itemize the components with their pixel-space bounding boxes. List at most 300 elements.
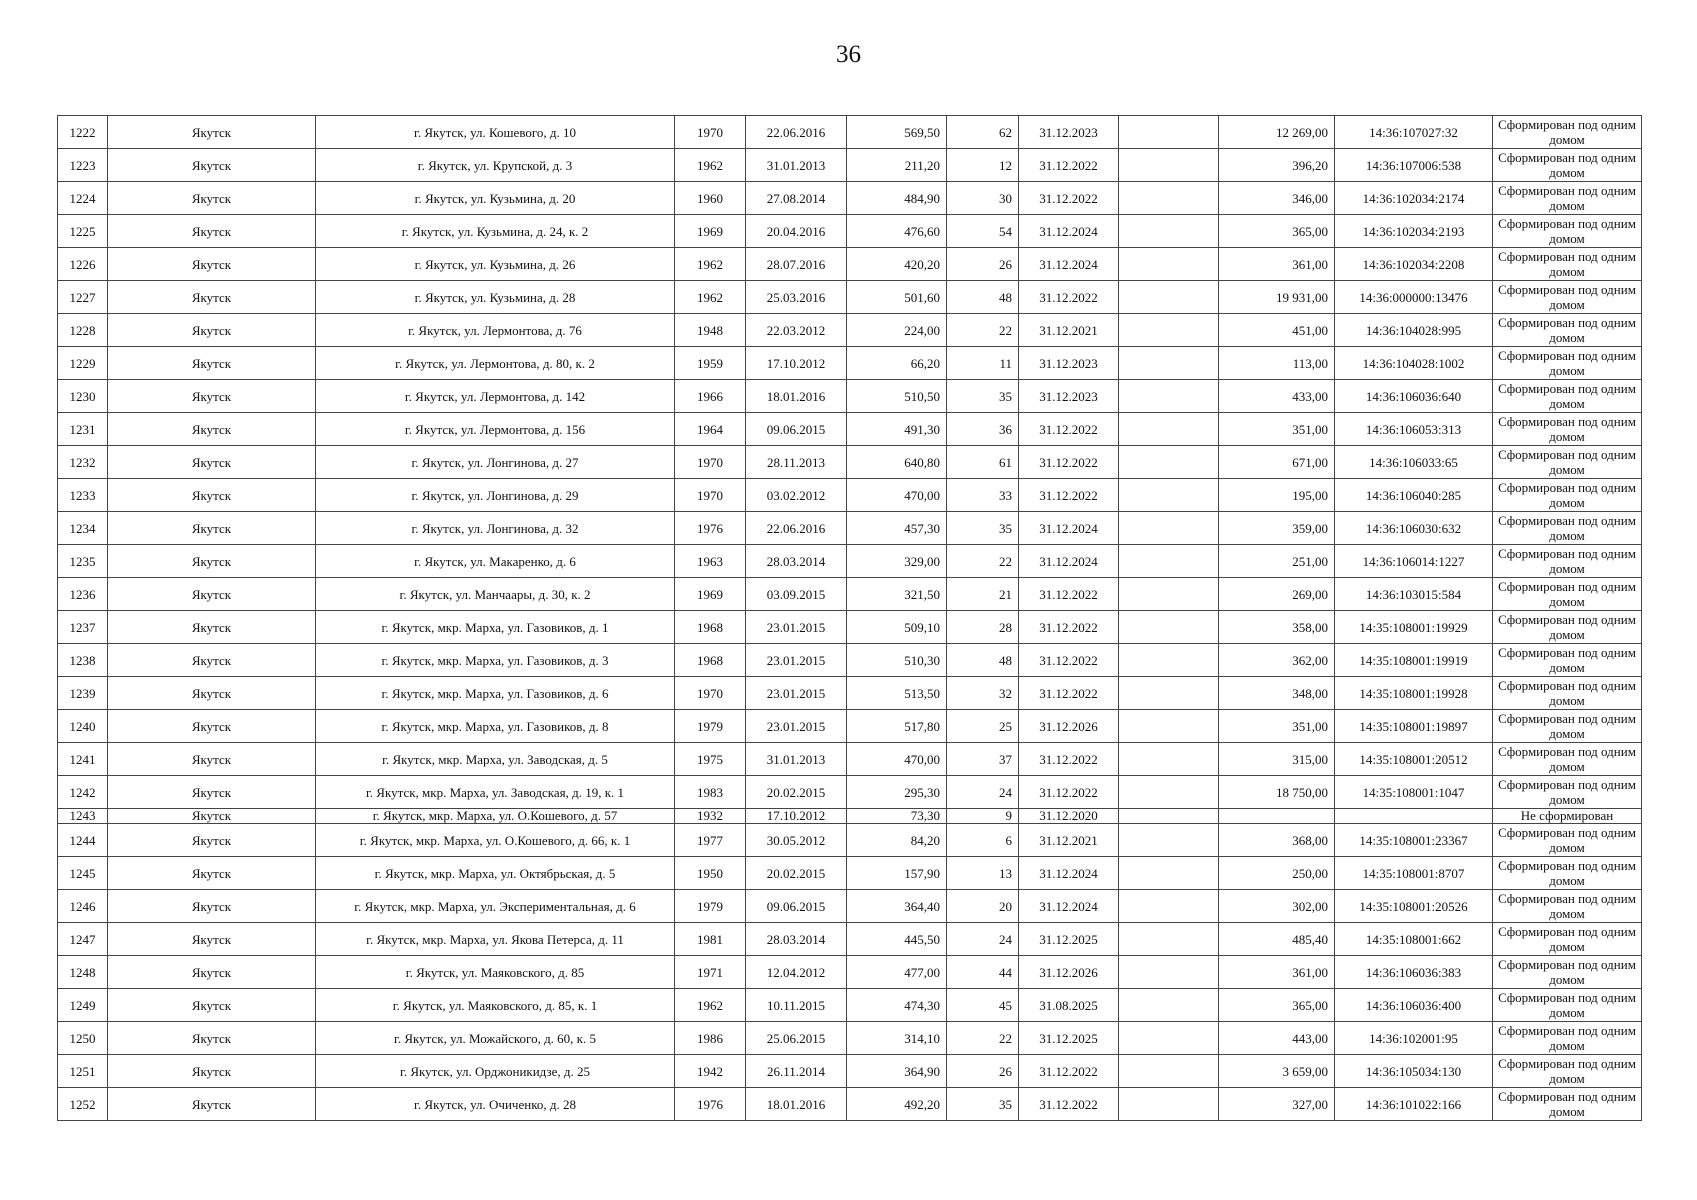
- deadline-cell: 31.12.2024: [1019, 857, 1119, 890]
- row-number-cell: 1241: [58, 743, 108, 776]
- city-cell: Якутск: [108, 281, 316, 314]
- land-area-cell: 18 750,00: [1219, 776, 1335, 809]
- area-cell: 510,50: [847, 380, 947, 413]
- survey-date-cell: 31.01.2013: [746, 743, 847, 776]
- empty-cell: [1119, 956, 1219, 989]
- survey-date-cell: 23.01.2015: [746, 710, 847, 743]
- land-status-cell: Сформирован под одним домом: [1493, 923, 1642, 956]
- city-cell: Якутск: [108, 545, 316, 578]
- survey-date-cell: 20.02.2015: [746, 776, 847, 809]
- residents-count-cell: 6: [947, 824, 1019, 857]
- city-cell: Якутск: [108, 644, 316, 677]
- empty-cell: [1119, 281, 1219, 314]
- build-year-cell: 1971: [675, 956, 746, 989]
- area-cell: 484,90: [847, 182, 947, 215]
- land-area-cell: 433,00: [1219, 380, 1335, 413]
- residents-count-cell: 33: [947, 479, 1019, 512]
- cadastral-number-cell: 14:36:000000:13476: [1335, 281, 1493, 314]
- cadastral-number-cell: 14:36:102001:95: [1335, 1022, 1493, 1055]
- city-cell: Якутск: [108, 413, 316, 446]
- empty-cell: [1119, 809, 1219, 824]
- cadastral-number-cell: 14:36:106030:632: [1335, 512, 1493, 545]
- area-cell: 364,90: [847, 1055, 947, 1088]
- city-cell: Якутск: [108, 743, 316, 776]
- build-year-cell: 1964: [675, 413, 746, 446]
- residents-count-cell: 36: [947, 413, 1019, 446]
- empty-cell: [1119, 611, 1219, 644]
- deadline-cell: 31.12.2022: [1019, 644, 1119, 677]
- deadline-cell: 31.12.2023: [1019, 380, 1119, 413]
- land-area-cell: 251,00: [1219, 545, 1335, 578]
- address-cell: г. Якутск, ул. Маяковского, д. 85, к. 1: [316, 989, 675, 1022]
- city-cell: Якутск: [108, 446, 316, 479]
- address-cell: г. Якутск, ул. Лермонтова, д. 156: [316, 413, 675, 446]
- build-year-cell: 1983: [675, 776, 746, 809]
- deadline-cell: 31.12.2024: [1019, 512, 1119, 545]
- row-number-cell: 1231: [58, 413, 108, 446]
- city-cell: Якутск: [108, 857, 316, 890]
- residents-count-cell: 62: [947, 116, 1019, 149]
- address-cell: г. Якутск, мкр. Марха, ул. Заводская, д. 5: [316, 743, 675, 776]
- build-year-cell: 1970: [675, 677, 746, 710]
- survey-date-cell: 23.01.2015: [746, 611, 847, 644]
- residents-count-cell: 35: [947, 1088, 1019, 1121]
- table-row: [58, 380, 1642, 413]
- cadastral-number-cell: 14:36:106033:65: [1335, 446, 1493, 479]
- address-cell: г. Якутск, ул. Крупской, д. 3: [316, 149, 675, 182]
- land-status-cell: Сформирован под одним домом: [1493, 1055, 1642, 1088]
- build-year-cell: 1962: [675, 281, 746, 314]
- land-area-cell: 195,00: [1219, 479, 1335, 512]
- cadastral-number-cell: [1335, 809, 1493, 824]
- cadastral-number-cell: 14:35:108001:8707: [1335, 857, 1493, 890]
- area-cell: 492,20: [847, 1088, 947, 1121]
- row-number-cell: 1228: [58, 314, 108, 347]
- area-cell: 321,50: [847, 578, 947, 611]
- city-cell: Якутск: [108, 215, 316, 248]
- row-number-cell: 1230: [58, 380, 108, 413]
- land-status-cell: Сформирован под одним домом: [1493, 1088, 1642, 1121]
- address-cell: г. Якутск, ул. Орджоникидзе, д. 25: [316, 1055, 675, 1088]
- table-row: [58, 1022, 1642, 1055]
- residents-count-cell: 22: [947, 545, 1019, 578]
- table-row: [58, 215, 1642, 248]
- residents-count-cell: 11: [947, 347, 1019, 380]
- row-number-cell: 1233: [58, 479, 108, 512]
- deadline-cell: 31.12.2022: [1019, 743, 1119, 776]
- build-year-cell: 1960: [675, 182, 746, 215]
- deadline-cell: 31.12.2022: [1019, 281, 1119, 314]
- deadline-cell: 31.12.2022: [1019, 776, 1119, 809]
- residents-count-cell: 28: [947, 611, 1019, 644]
- land-area-cell: 365,00: [1219, 215, 1335, 248]
- land-area-cell: 3 659,00: [1219, 1055, 1335, 1088]
- residents-count-cell: 25: [947, 710, 1019, 743]
- land-status-cell: Сформирован под одним домом: [1493, 281, 1642, 314]
- table-row: [58, 446, 1642, 479]
- address-cell: г. Якутск, мкр. Марха, ул. Газовиков, д. 8: [316, 710, 675, 743]
- land-status-cell: Сформирован под одним домом: [1493, 710, 1642, 743]
- residents-count-cell: 20: [947, 890, 1019, 923]
- table-row: [58, 248, 1642, 281]
- deadline-cell: 31.12.2022: [1019, 479, 1119, 512]
- area-cell: 84,20: [847, 824, 947, 857]
- empty-cell: [1119, 116, 1219, 149]
- land-status-cell: Сформирован под одним домом: [1493, 380, 1642, 413]
- area-cell: 640,80: [847, 446, 947, 479]
- build-year-cell: 1966: [675, 380, 746, 413]
- empty-cell: [1119, 578, 1219, 611]
- land-area-cell: 12 269,00: [1219, 116, 1335, 149]
- table-row: [58, 809, 1642, 824]
- address-cell: г. Якутск, мкр. Марха, ул. О.Кошевого, д. 66, к. 1: [316, 824, 675, 857]
- empty-cell: [1119, 743, 1219, 776]
- address-cell: г. Якутск, ул. Кузьмина, д. 26: [316, 248, 675, 281]
- city-cell: Якутск: [108, 611, 316, 644]
- survey-date-cell: 23.01.2015: [746, 644, 847, 677]
- land-status-cell: Сформирован под одним домом: [1493, 890, 1642, 923]
- row-number-cell: 1237: [58, 611, 108, 644]
- row-number-cell: 1235: [58, 545, 108, 578]
- table-row: [58, 545, 1642, 578]
- survey-date-cell: 17.10.2012: [746, 809, 847, 824]
- survey-date-cell: 03.09.2015: [746, 578, 847, 611]
- address-cell: г. Якутск, ул. Можайского, д. 60, к. 5: [316, 1022, 675, 1055]
- row-number-cell: 1229: [58, 347, 108, 380]
- residents-count-cell: 30: [947, 182, 1019, 215]
- deadline-cell: 31.12.2022: [1019, 1055, 1119, 1088]
- land-area-cell: 315,00: [1219, 743, 1335, 776]
- land-status-cell: Не сформирован: [1493, 809, 1642, 824]
- row-number-cell: 1226: [58, 248, 108, 281]
- residents-count-cell: 35: [947, 380, 1019, 413]
- area-cell: 445,50: [847, 923, 947, 956]
- row-number-cell: 1245: [58, 857, 108, 890]
- land-area-cell: 359,00: [1219, 512, 1335, 545]
- residents-count-cell: 9: [947, 809, 1019, 824]
- survey-date-cell: 22.06.2016: [746, 116, 847, 149]
- address-cell: г. Якутск, ул. Лонгинова, д. 27: [316, 446, 675, 479]
- address-cell: г. Якутск, мкр. Марха, ул. Газовиков, д. 3: [316, 644, 675, 677]
- table-row: [58, 710, 1642, 743]
- survey-date-cell: 22.03.2012: [746, 314, 847, 347]
- housing-registry-table: [57, 115, 1642, 1121]
- survey-date-cell: 23.01.2015: [746, 677, 847, 710]
- build-year-cell: 1975: [675, 743, 746, 776]
- survey-date-cell: 18.01.2016: [746, 380, 847, 413]
- residents-count-cell: 24: [947, 776, 1019, 809]
- table-row: [58, 479, 1642, 512]
- address-cell: г. Якутск, ул. Лонгинова, д. 29: [316, 479, 675, 512]
- cadastral-number-cell: 14:35:108001:19928: [1335, 677, 1493, 710]
- land-status-cell: Сформирован под одним домом: [1493, 413, 1642, 446]
- residents-count-cell: 48: [947, 281, 1019, 314]
- cadastral-number-cell: 14:36:106036:400: [1335, 989, 1493, 1022]
- cadastral-number-cell: 14:36:102034:2208: [1335, 248, 1493, 281]
- deadline-cell: 31.12.2025: [1019, 1022, 1119, 1055]
- area-cell: 66,20: [847, 347, 947, 380]
- area-cell: 476,60: [847, 215, 947, 248]
- empty-cell: [1119, 989, 1219, 1022]
- deadline-cell: 31.12.2021: [1019, 314, 1119, 347]
- deadline-cell: 31.12.2024: [1019, 215, 1119, 248]
- residents-count-cell: 45: [947, 989, 1019, 1022]
- row-number-cell: 1252: [58, 1088, 108, 1121]
- table-row: [58, 578, 1642, 611]
- land-area-cell: 443,00: [1219, 1022, 1335, 1055]
- address-cell: г. Якутск, ул. Макаренко, д. 6: [316, 545, 675, 578]
- empty-cell: [1119, 380, 1219, 413]
- address-cell: г. Якутск, ул. Лермонтова, д. 142: [316, 380, 675, 413]
- land-status-cell: Сформирован под одним домом: [1493, 989, 1642, 1022]
- cadastral-number-cell: 14:36:106036:640: [1335, 380, 1493, 413]
- land-status-cell: Сформирован под одним домом: [1493, 347, 1642, 380]
- survey-date-cell: 17.10.2012: [746, 347, 847, 380]
- land-status-cell: Сформирован под одним домом: [1493, 215, 1642, 248]
- address-cell: г. Якутск, ул. Очиченко, д. 28: [316, 1088, 675, 1121]
- land-status-cell: Сформирован под одним домом: [1493, 611, 1642, 644]
- survey-date-cell: 28.03.2014: [746, 545, 847, 578]
- city-cell: Якутск: [108, 923, 316, 956]
- deadline-cell: 31.12.2022: [1019, 578, 1119, 611]
- area-cell: 501,60: [847, 281, 947, 314]
- city-cell: Якутск: [108, 314, 316, 347]
- table-row: [58, 776, 1642, 809]
- table-row: [58, 182, 1642, 215]
- table-row: [58, 314, 1642, 347]
- cadastral-number-cell: 14:35:108001:19919: [1335, 644, 1493, 677]
- address-cell: г. Якутск, ул. Лонгинова, д. 32: [316, 512, 675, 545]
- empty-cell: [1119, 824, 1219, 857]
- table-row: [58, 857, 1642, 890]
- address-cell: г. Якутск, ул. Кузьмина, д. 24, к. 2: [316, 215, 675, 248]
- row-number-cell: 1250: [58, 1022, 108, 1055]
- land-area-cell: 351,00: [1219, 413, 1335, 446]
- land-status-cell: Сформирован под одним домом: [1493, 116, 1642, 149]
- land-area-cell: 19 931,00: [1219, 281, 1335, 314]
- deadline-cell: 31.12.2022: [1019, 446, 1119, 479]
- table-row: [58, 890, 1642, 923]
- row-number-cell: 1242: [58, 776, 108, 809]
- empty-cell: [1119, 1088, 1219, 1121]
- table-row: [58, 116, 1642, 149]
- build-year-cell: 1969: [675, 578, 746, 611]
- residents-count-cell: 21: [947, 578, 1019, 611]
- row-number-cell: 1248: [58, 956, 108, 989]
- area-cell: 364,40: [847, 890, 947, 923]
- table-row: [58, 611, 1642, 644]
- survey-date-cell: 22.06.2016: [746, 512, 847, 545]
- row-number-cell: 1251: [58, 1055, 108, 1088]
- residents-count-cell: 44: [947, 956, 1019, 989]
- address-cell: г. Якутск, ул. Кошевого, д. 10: [316, 116, 675, 149]
- area-cell: 420,20: [847, 248, 947, 281]
- cadastral-number-cell: 14:36:102034:2193: [1335, 215, 1493, 248]
- address-cell: г. Якутск, мкр. Марха, ул. Экспериментальная, д. 6: [316, 890, 675, 923]
- area-cell: 314,10: [847, 1022, 947, 1055]
- survey-date-cell: 18.01.2016: [746, 1088, 847, 1121]
- build-year-cell: 1968: [675, 611, 746, 644]
- empty-cell: [1119, 857, 1219, 890]
- build-year-cell: 1962: [675, 248, 746, 281]
- empty-cell: [1119, 644, 1219, 677]
- area-cell: 470,00: [847, 479, 947, 512]
- table-row: [58, 644, 1642, 677]
- deadline-cell: 31.12.2026: [1019, 710, 1119, 743]
- land-area-cell: 346,00: [1219, 182, 1335, 215]
- city-cell: Якутск: [108, 248, 316, 281]
- city-cell: Якутск: [108, 380, 316, 413]
- land-area-cell: 358,00: [1219, 611, 1335, 644]
- row-number-cell: 1238: [58, 644, 108, 677]
- area-cell: 510,30: [847, 644, 947, 677]
- row-number-cell: 1234: [58, 512, 108, 545]
- table-row: [58, 512, 1642, 545]
- cadastral-number-cell: 14:36:106014:1227: [1335, 545, 1493, 578]
- empty-cell: [1119, 512, 1219, 545]
- land-status-cell: Сформирован под одним домом: [1493, 824, 1642, 857]
- cadastral-number-cell: 14:35:108001:23367: [1335, 824, 1493, 857]
- cadastral-number-cell: 14:36:106036:383: [1335, 956, 1493, 989]
- city-cell: Якутск: [108, 347, 316, 380]
- area-cell: 569,50: [847, 116, 947, 149]
- cadastral-number-cell: 14:35:108001:19929: [1335, 611, 1493, 644]
- land-area-cell: 361,00: [1219, 956, 1335, 989]
- city-cell: Якутск: [108, 677, 316, 710]
- area-cell: 509,10: [847, 611, 947, 644]
- empty-cell: [1119, 215, 1219, 248]
- land-status-cell: Сформирован под одним домом: [1493, 545, 1642, 578]
- survey-date-cell: 20.02.2015: [746, 857, 847, 890]
- area-cell: 157,90: [847, 857, 947, 890]
- survey-date-cell: 10.11.2015: [746, 989, 847, 1022]
- deadline-cell: 31.12.2022: [1019, 149, 1119, 182]
- cadastral-number-cell: 14:36:104028:1002: [1335, 347, 1493, 380]
- survey-date-cell: 20.04.2016: [746, 215, 847, 248]
- land-status-cell: Сформирован под одним домом: [1493, 446, 1642, 479]
- cadastral-number-cell: 14:36:107006:538: [1335, 149, 1493, 182]
- land-area-cell: 361,00: [1219, 248, 1335, 281]
- address-cell: г. Якутск, ул. Кузьмина, д. 20: [316, 182, 675, 215]
- area-cell: 211,20: [847, 149, 947, 182]
- table-row: [58, 413, 1642, 446]
- land-area-cell: 451,00: [1219, 314, 1335, 347]
- land-area-cell: 485,40: [1219, 923, 1335, 956]
- land-status-cell: Сформирован под одним домом: [1493, 956, 1642, 989]
- build-year-cell: 1962: [675, 149, 746, 182]
- land-status-cell: Сформирован под одним домом: [1493, 182, 1642, 215]
- land-area-cell: 113,00: [1219, 347, 1335, 380]
- build-year-cell: 1970: [675, 446, 746, 479]
- deadline-cell: 31.12.2023: [1019, 116, 1119, 149]
- address-cell: г. Якутск, ул. Лермонтова, д. 76: [316, 314, 675, 347]
- city-cell: Якутск: [108, 479, 316, 512]
- city-cell: Якутск: [108, 512, 316, 545]
- empty-cell: [1119, 776, 1219, 809]
- address-cell: г. Якутск, мкр. Марха, ул. О.Кошевого, д. 57: [316, 809, 675, 824]
- city-cell: Якутск: [108, 1022, 316, 1055]
- city-cell: Якутск: [108, 182, 316, 215]
- survey-date-cell: 09.06.2015: [746, 413, 847, 446]
- area-cell: 224,00: [847, 314, 947, 347]
- build-year-cell: 1950: [675, 857, 746, 890]
- address-cell: г. Якутск, мкр. Марха, ул. Газовиков, д. 6: [316, 677, 675, 710]
- row-number-cell: 1236: [58, 578, 108, 611]
- build-year-cell: 1942: [675, 1055, 746, 1088]
- build-year-cell: 1948: [675, 314, 746, 347]
- city-cell: Якутск: [108, 809, 316, 824]
- cadastral-number-cell: 14:36:106053:313: [1335, 413, 1493, 446]
- survey-date-cell: 31.01.2013: [746, 149, 847, 182]
- residents-count-cell: 24: [947, 923, 1019, 956]
- cadastral-number-cell: 14:35:108001:20512: [1335, 743, 1493, 776]
- row-number-cell: 1246: [58, 890, 108, 923]
- table-row: [58, 149, 1642, 182]
- city-cell: Якутск: [108, 1055, 316, 1088]
- land-area-cell: 396,20: [1219, 149, 1335, 182]
- survey-date-cell: 25.06.2015: [746, 1022, 847, 1055]
- city-cell: Якутск: [108, 710, 316, 743]
- empty-cell: [1119, 677, 1219, 710]
- address-cell: г. Якутск, мкр. Марха, ул. Якова Петерса, д. 11: [316, 923, 675, 956]
- empty-cell: [1119, 1055, 1219, 1088]
- area-cell: 295,30: [847, 776, 947, 809]
- deadline-cell: 31.12.2020: [1019, 809, 1119, 824]
- empty-cell: [1119, 710, 1219, 743]
- area-cell: 477,00: [847, 956, 947, 989]
- residents-count-cell: 61: [947, 446, 1019, 479]
- build-year-cell: 1969: [675, 215, 746, 248]
- row-number-cell: 1232: [58, 446, 108, 479]
- empty-cell: [1119, 347, 1219, 380]
- deadline-cell: 31.12.2022: [1019, 611, 1119, 644]
- cadastral-number-cell: 14:36:105034:130: [1335, 1055, 1493, 1088]
- city-cell: Якутск: [108, 578, 316, 611]
- build-year-cell: 1962: [675, 989, 746, 1022]
- table-row: [58, 989, 1642, 1022]
- land-area-cell: [1219, 809, 1335, 824]
- land-status-cell: Сформирован под одним домом: [1493, 857, 1642, 890]
- build-year-cell: 1986: [675, 1022, 746, 1055]
- row-number-cell: 1223: [58, 149, 108, 182]
- land-area-cell: 250,00: [1219, 857, 1335, 890]
- survey-date-cell: 26.11.2014: [746, 1055, 847, 1088]
- build-year-cell: 1977: [675, 824, 746, 857]
- build-year-cell: 1981: [675, 923, 746, 956]
- survey-date-cell: 28.03.2014: [746, 923, 847, 956]
- table-row: [58, 923, 1642, 956]
- table-body: [58, 116, 1642, 1121]
- row-number-cell: 1240: [58, 710, 108, 743]
- land-status-cell: Сформирован под одним домом: [1493, 578, 1642, 611]
- empty-cell: [1119, 149, 1219, 182]
- survey-date-cell: 28.11.2013: [746, 446, 847, 479]
- residents-count-cell: 37: [947, 743, 1019, 776]
- area-cell: 329,00: [847, 545, 947, 578]
- land-area-cell: 348,00: [1219, 677, 1335, 710]
- empty-cell: [1119, 413, 1219, 446]
- build-year-cell: 1959: [675, 347, 746, 380]
- land-status-cell: Сформирован под одним домом: [1493, 248, 1642, 281]
- city-cell: Якутск: [108, 116, 316, 149]
- deadline-cell: 31.12.2024: [1019, 248, 1119, 281]
- residents-count-cell: 12: [947, 149, 1019, 182]
- land-status-cell: Сформирован под одним домом: [1493, 314, 1642, 347]
- address-cell: г. Якутск, мкр. Марха, ул. Октябрьская, д. 5: [316, 857, 675, 890]
- survey-date-cell: 30.05.2012: [746, 824, 847, 857]
- page-number: 36: [836, 41, 861, 68]
- deadline-cell: 31.12.2023: [1019, 347, 1119, 380]
